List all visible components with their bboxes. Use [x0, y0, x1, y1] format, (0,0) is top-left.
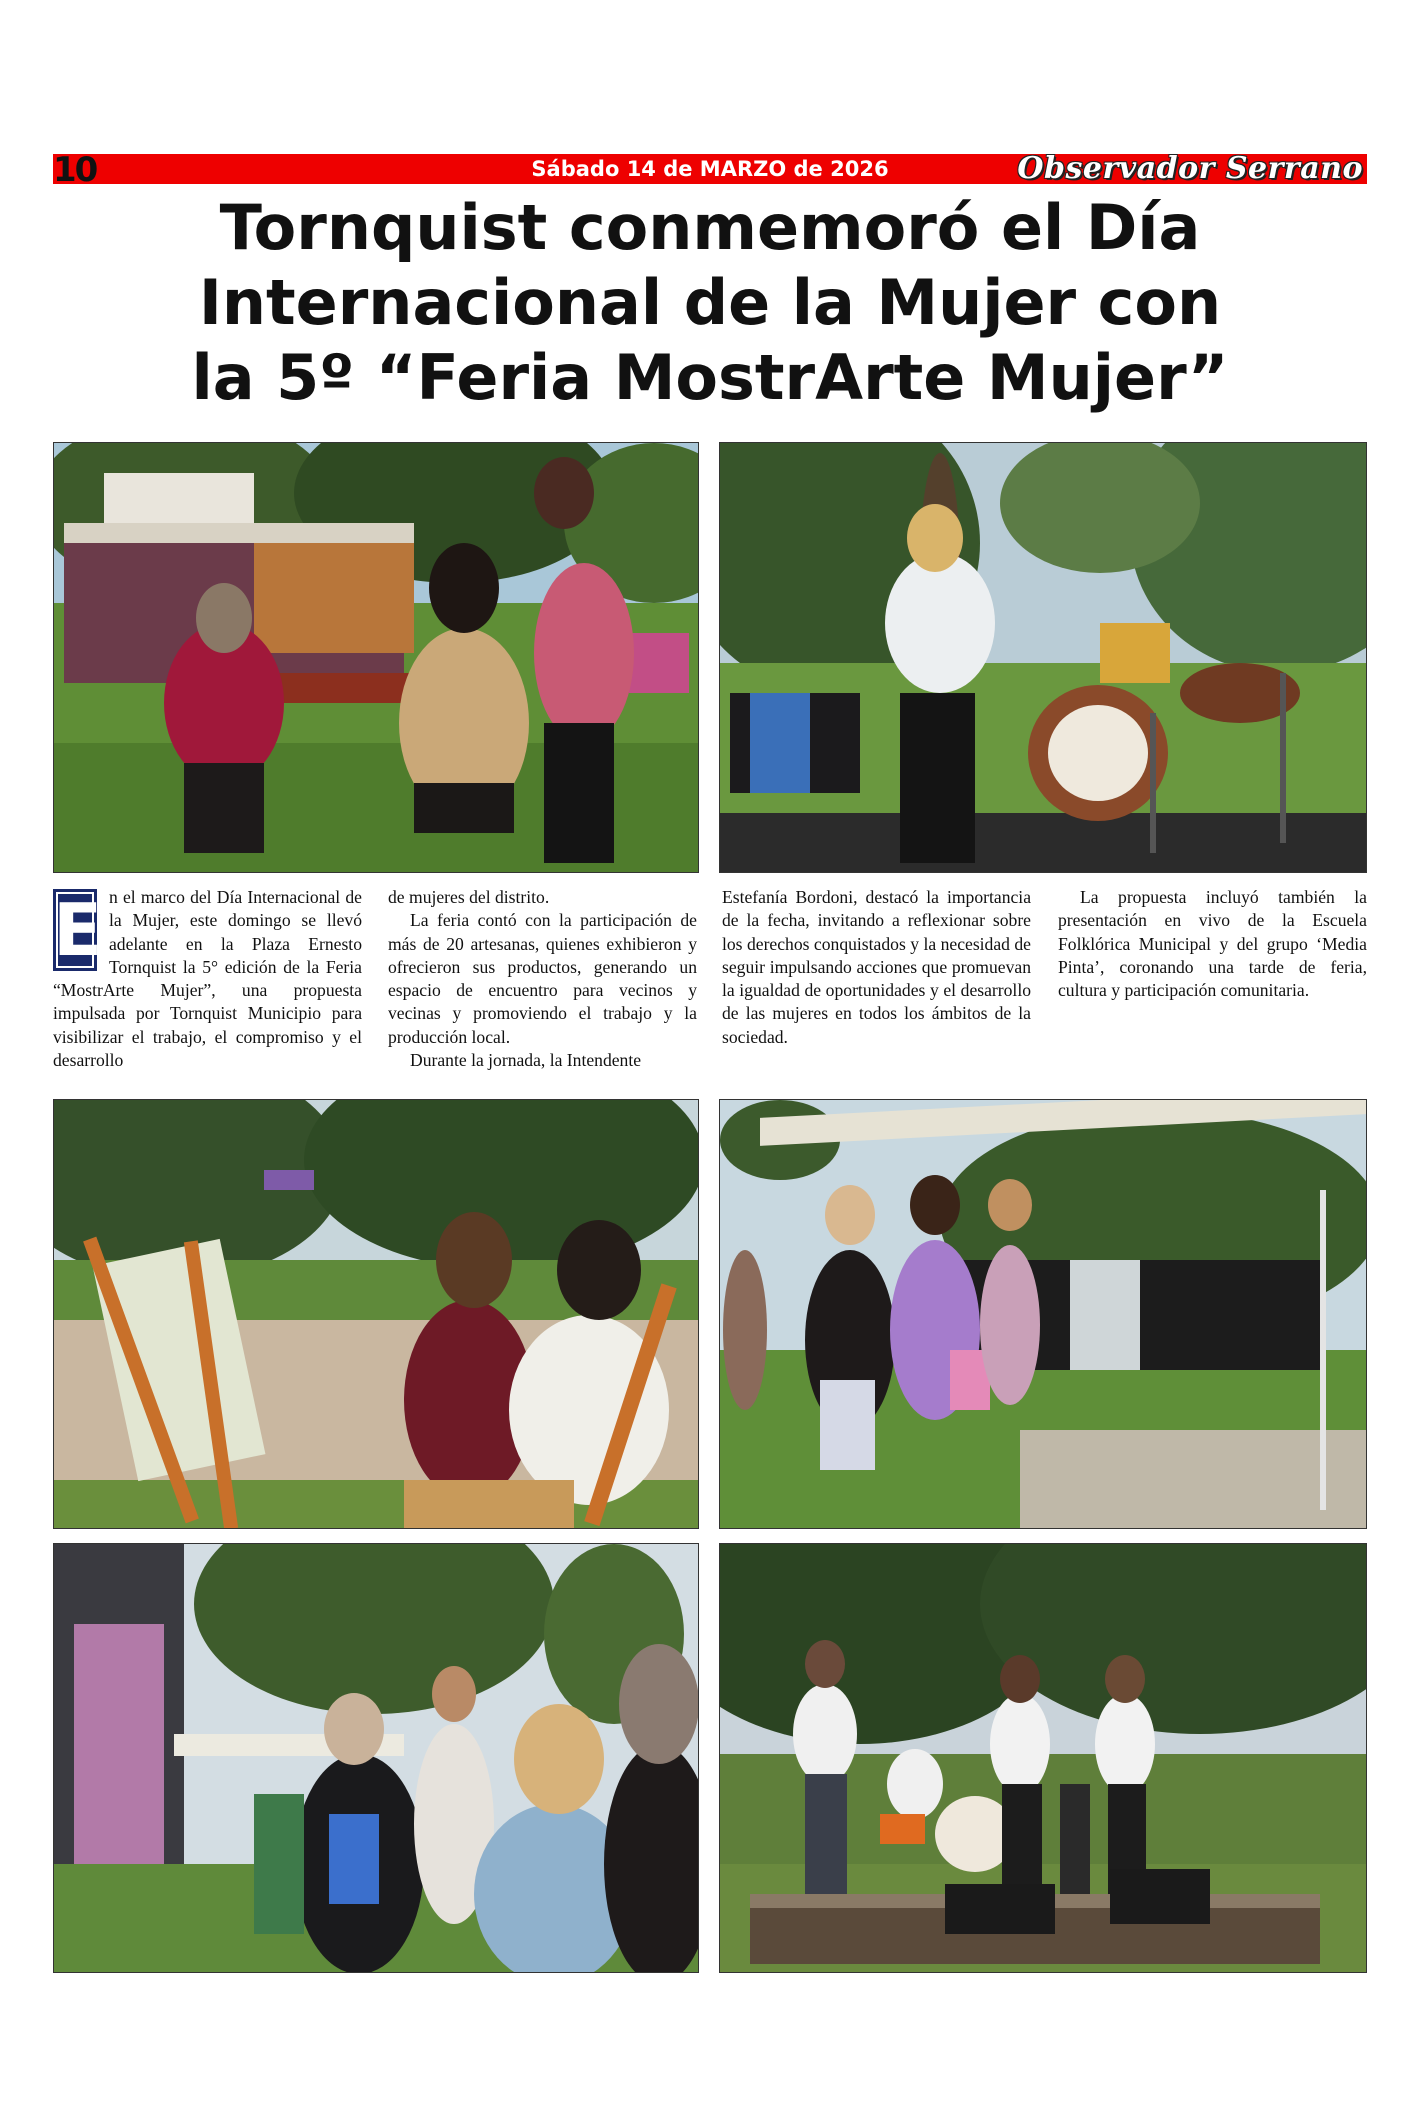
article-paragraph: Durante la jornada, la Intendente	[410, 1050, 642, 1071]
photo-singer-stage	[719, 442, 1367, 873]
article-column-1	[53, 886, 362, 1072]
drop-cap: E	[53, 888, 103, 972]
issue-date: Sábado 14 de MARZO de 2026	[531, 157, 889, 181]
photo-easel-women	[53, 1099, 699, 1529]
article-paragraph: La feria contó con la participación de más de 20 artesanas, quienes exhibieron y ofrecieron sus productos, generando un espacio de encuentro para vecinos y vecinas y promoviendo el trabajo y la producción local.	[388, 910, 697, 1047]
page-number: 10	[53, 150, 97, 190]
article-column-4	[1058, 886, 1367, 1002]
headline-line-1: Tornquist conmemoró el Día	[219, 191, 1201, 264]
photo-crowd-applause	[53, 1543, 699, 1973]
article-body	[53, 886, 1367, 1076]
header-bar	[53, 150, 1367, 190]
headline	[53, 190, 1367, 415]
headline-line-2: Internacional de la Mujer con	[198, 266, 1222, 339]
article-paragraph: n el marco del Día Internacional de la Mujer, este domingo se llevó adelante en la Plaza Ernesto Tornquist la 5° edición de la Feria “MostrArte Mujer”, una propuesta impulsada por Tornquist Municipio para visibilizar el trabajo, el compromiso y el desarrollo	[53, 887, 362, 1071]
article-paragraph: de mujeres del distrito.	[388, 887, 550, 907]
article-paragraph: La propuesta incluyó también la presentación en vivo de la Escuela Folklórica Municipal y del grupo ‘Media Pinta’, coronando una tarde de feria, cultura y participación comunitaria.	[1058, 887, 1367, 1001]
headline-line-3: la 5º “Feria MostrArte Mujer”	[191, 341, 1229, 414]
article-column-2	[388, 886, 697, 1072]
article-paragraph: Estefanía Bordoni, destacó la importancia de la fecha, invitando a reflexionar sobre los derechos conquistados y la necesidad de seguir impulsando acciones que promuevan la igualdad de oportunidades y el desarrollo de las mujeres en todos los ámbitos de la sociedad.	[722, 887, 1031, 1047]
masthead-logo: Observador Serrano	[1017, 151, 1363, 186]
photo-tarot-table	[53, 442, 699, 873]
photo-band-performance	[719, 1543, 1367, 1973]
photo-stalls-walk	[719, 1099, 1367, 1529]
article-column-3	[722, 886, 1031, 1049]
